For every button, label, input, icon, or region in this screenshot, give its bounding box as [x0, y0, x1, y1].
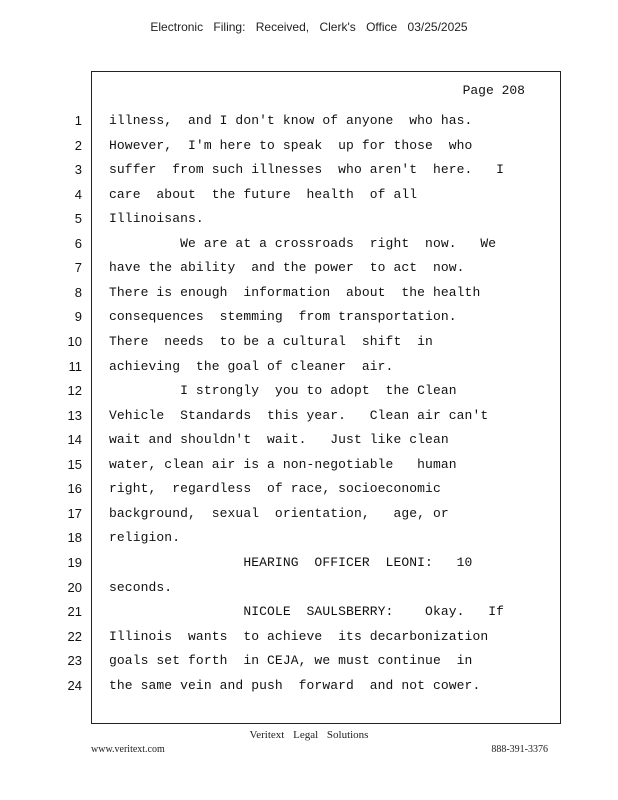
- line-number: 19: [67, 554, 82, 570]
- line-number: 2: [74, 137, 82, 153]
- transcript-line: water, clean air is a non-negotiable human: [109, 456, 457, 472]
- line-number: 24: [67, 677, 82, 693]
- line-number: 17: [67, 505, 82, 521]
- transcript-line: background, sexual orientation, age, or: [109, 505, 449, 521]
- line-number: 16: [67, 481, 82, 497]
- transcript-line: right, regardless of race, socioeconomic: [109, 481, 441, 497]
- transcript-line: seconds.: [109, 579, 173, 595]
- line-number: 4: [74, 186, 82, 202]
- transcript-line: We are at a crossroads right now. We: [109, 235, 497, 251]
- transcript-line: Vehicle Standards this year. Clean air can't: [109, 407, 489, 423]
- page-number: Page 208: [462, 83, 525, 98]
- transcript-line: consequences stemming from transportation.: [109, 309, 457, 325]
- line-number: 15: [67, 456, 82, 472]
- footer-website: www.veritext.com: [91, 744, 165, 755]
- line-number: 1: [74, 113, 82, 128]
- transcript-line: I strongly you to adopt the Clean: [109, 383, 457, 399]
- line-number: 23: [67, 653, 82, 669]
- line-number: 14: [67, 432, 82, 448]
- line-number: 12: [67, 383, 82, 399]
- line-number: 9: [74, 309, 82, 325]
- line-number: 11: [68, 358, 82, 374]
- transcript-line: wait and shouldn't wait. Just like clean: [109, 432, 449, 448]
- footer-company: Veritext Legal Solutions: [249, 729, 369, 741]
- transcript-line: suffer from such illnesses who aren't here. I: [109, 162, 505, 178]
- transcript-line: care about the future health of all: [109, 186, 418, 202]
- filing-stamp: Electronic Filing: Received, Clerk's Office 03/25/2025: [150, 20, 468, 34]
- line-number: 21: [67, 604, 82, 619]
- transcript-line: goals set forth in CEJA, we must continue in: [109, 653, 473, 669]
- line-number: 7: [74, 260, 82, 276]
- line-number: 10: [67, 334, 82, 349]
- transcript-line: the same vein and push forward and not cower.: [109, 677, 481, 693]
- transcript-line: religion.: [109, 530, 181, 546]
- transcript-line: achieving the goal of cleaner air.: [109, 358, 394, 374]
- transcript-line: However, I'm here to speak up for those who: [109, 137, 473, 153]
- line-number: 6: [74, 235, 82, 251]
- transcript-line: HEARING OFFICER LEONI: 10: [109, 554, 473, 570]
- line-number: 5: [74, 211, 82, 227]
- transcript-line: illness, and I don't know of anyone who has.: [109, 113, 473, 128]
- transcript-line: NICOLE SAULSBERRY: Okay. If: [109, 604, 505, 619]
- line-number: 22: [67, 628, 82, 644]
- line-number: 3: [74, 162, 82, 178]
- transcript-line: Illinoisans.: [109, 211, 204, 227]
- line-number: 20: [67, 579, 82, 595]
- line-number: 13: [67, 407, 82, 423]
- transcript-line: Illinois wants to achieve its decarbonization: [109, 628, 489, 644]
- line-number: 18: [67, 530, 82, 546]
- transcript-line: There is enough information about the health: [109, 284, 481, 300]
- transcript-line: There needs to be a cultural shift in: [109, 334, 433, 349]
- line-number: 8: [74, 284, 82, 300]
- footer-phone: 888-391-3376: [491, 744, 548, 755]
- transcript-line: have the ability and the power to act now.: [109, 260, 465, 276]
